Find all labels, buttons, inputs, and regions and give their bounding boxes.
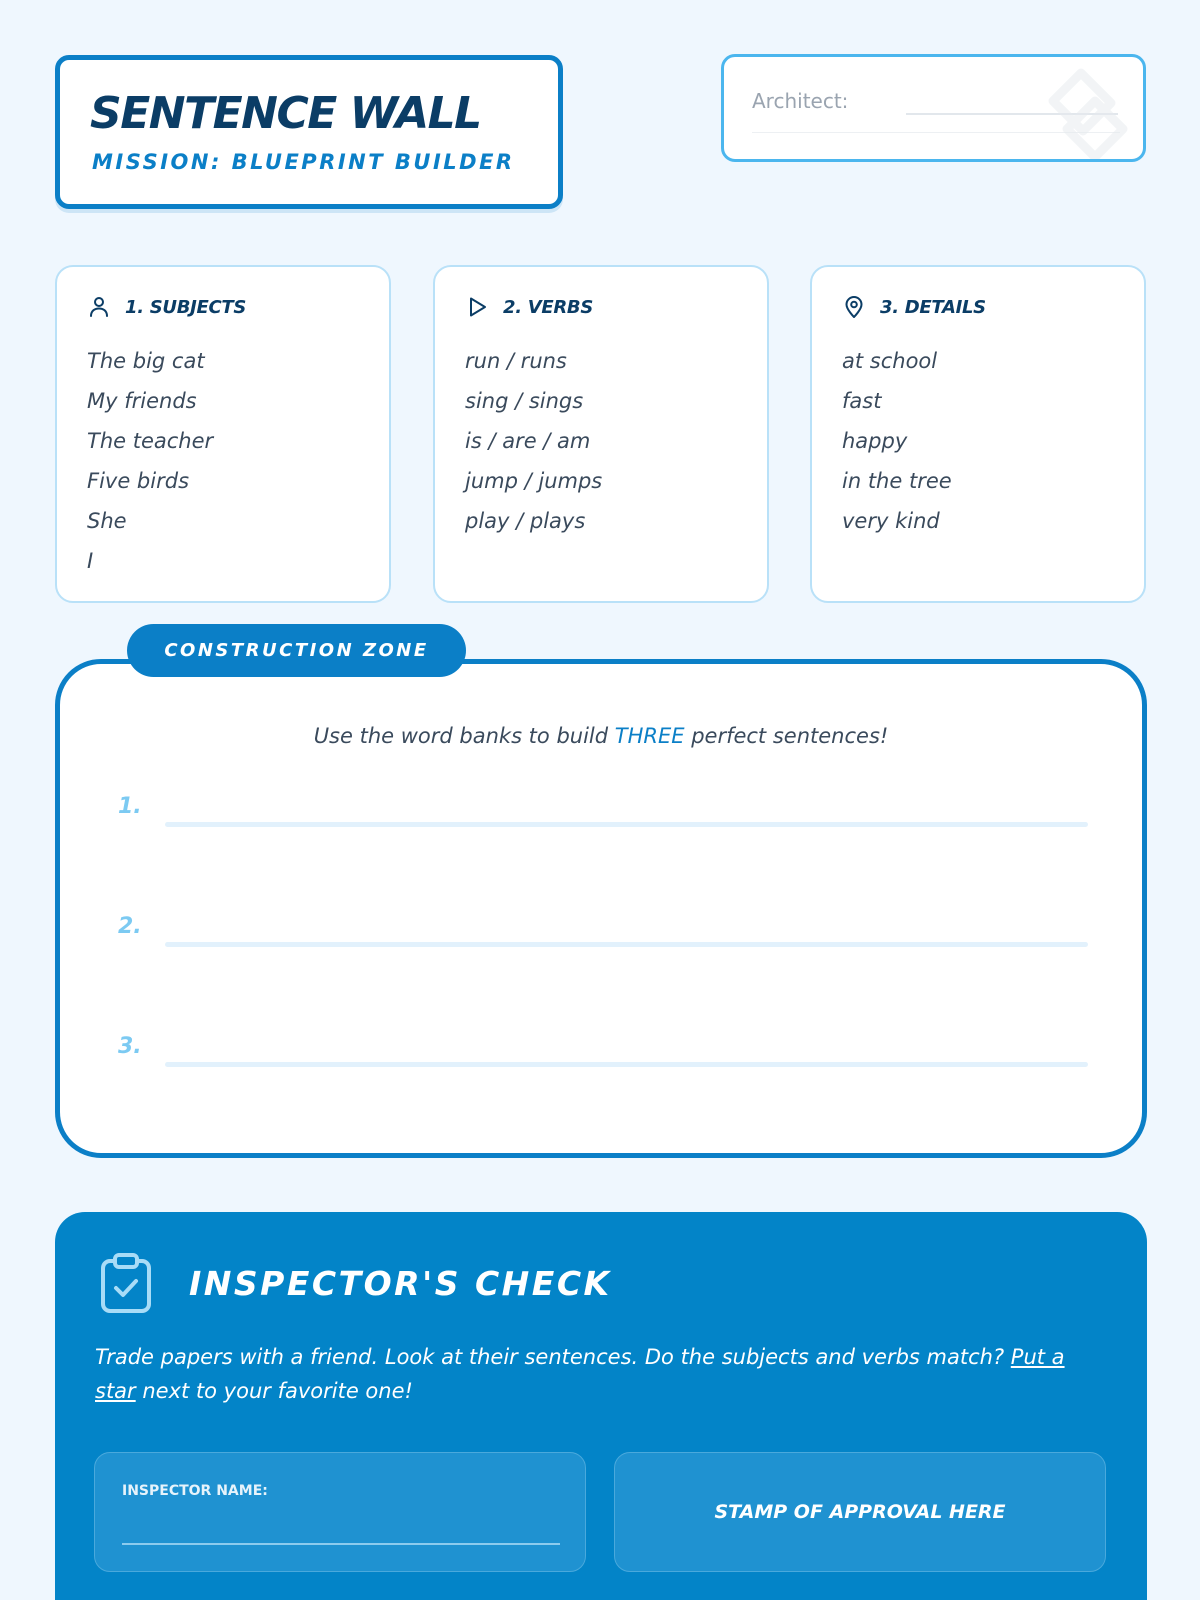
word-item: play / plays xyxy=(465,509,586,533)
word-bank-title: 1. SUBJECTS xyxy=(125,296,247,318)
word-item: The big cat xyxy=(87,349,205,373)
word-item: very kind xyxy=(842,509,940,533)
sentence-number: 2. xyxy=(118,914,142,939)
instruction-text: perfect sentences! xyxy=(684,724,889,748)
zone-instruction xyxy=(60,724,1142,748)
page-title: SENTENCE WALL xyxy=(90,88,481,139)
title-box xyxy=(55,55,563,209)
word-item: at school xyxy=(842,349,938,373)
construction-zone-label: CONSTRUCTION ZONE xyxy=(164,640,429,661)
word-item: run / runs xyxy=(465,349,567,373)
sentence-number: 3. xyxy=(118,1034,142,1059)
inspector-title: INSPECTOR'S CHECK xyxy=(189,1264,612,1303)
map-pin-icon xyxy=(842,295,866,319)
word-bank-header xyxy=(465,295,593,319)
word-bank-header xyxy=(842,295,986,319)
inspector-name-line[interactable] xyxy=(122,1543,560,1545)
word-item: happy xyxy=(842,429,908,453)
instruction-text: Use the word banks to build xyxy=(313,724,615,748)
word-bank-list xyxy=(465,341,602,541)
inspector-text-underlined: Put a star xyxy=(95,1345,1065,1403)
sentence-writing-line[interactable] xyxy=(165,942,1088,947)
page-subtitle: MISSION: BLUEPRINT BUILDER xyxy=(92,150,515,174)
play-icon xyxy=(465,295,489,319)
word-item: sing / sings xyxy=(465,389,584,413)
person-icon xyxy=(87,295,111,319)
word-bank-subjects xyxy=(55,265,391,603)
architect-field[interactable] xyxy=(721,54,1146,162)
sentence-writing-line[interactable] xyxy=(165,822,1088,827)
word-bank-list xyxy=(87,341,213,581)
word-item: The teacher xyxy=(87,429,214,453)
sentence-number: 1. xyxy=(118,794,142,819)
word-bank-details xyxy=(810,265,1146,603)
sentence-row-1[interactable] xyxy=(118,794,1088,834)
word-item: is / are / am xyxy=(465,429,591,453)
sentence-writing-line[interactable] xyxy=(165,1062,1088,1067)
word-bank-list xyxy=(842,341,952,541)
word-bank-title: 2. VERBS xyxy=(503,296,593,318)
word-bank-verbs xyxy=(433,265,769,603)
pencil-icon xyxy=(1033,67,1129,162)
word-bank-title: 3. DETAILS xyxy=(880,296,986,318)
word-item: She xyxy=(87,509,127,533)
stamp-approval-box[interactable] xyxy=(614,1452,1106,1572)
word-item: in the tree xyxy=(842,469,952,493)
sentence-row-2[interactable] xyxy=(118,914,1088,954)
instruction-emphasis: THREE xyxy=(614,724,685,748)
word-item: I xyxy=(87,549,94,573)
construction-zone-tab xyxy=(127,624,466,677)
word-item: My friends xyxy=(87,389,197,413)
word-bank-header xyxy=(87,295,246,319)
word-item: Five birds xyxy=(87,469,190,493)
sentence-row-3[interactable] xyxy=(118,1034,1088,1074)
word-item: jump / jumps xyxy=(465,469,603,493)
inspector-check-panel xyxy=(55,1212,1147,1600)
clipboard-check-icon xyxy=(99,1252,153,1314)
inspector-text: Trade papers with a friend. Look at their sentences. Do the subjects and verbs match? xyxy=(95,1345,1011,1369)
construction-zone xyxy=(55,659,1147,1158)
stamp-label: STAMP OF APPROVAL HERE xyxy=(714,1501,1006,1523)
inspector-name-label: INSPECTOR NAME: xyxy=(122,1483,268,1499)
architect-label: Architect: xyxy=(752,89,849,113)
inspector-name-field[interactable] xyxy=(94,1452,586,1572)
word-item: fast xyxy=(842,389,882,413)
inspector-text: next to your favorite one! xyxy=(135,1379,413,1403)
inspector-instructions xyxy=(95,1340,1105,1408)
